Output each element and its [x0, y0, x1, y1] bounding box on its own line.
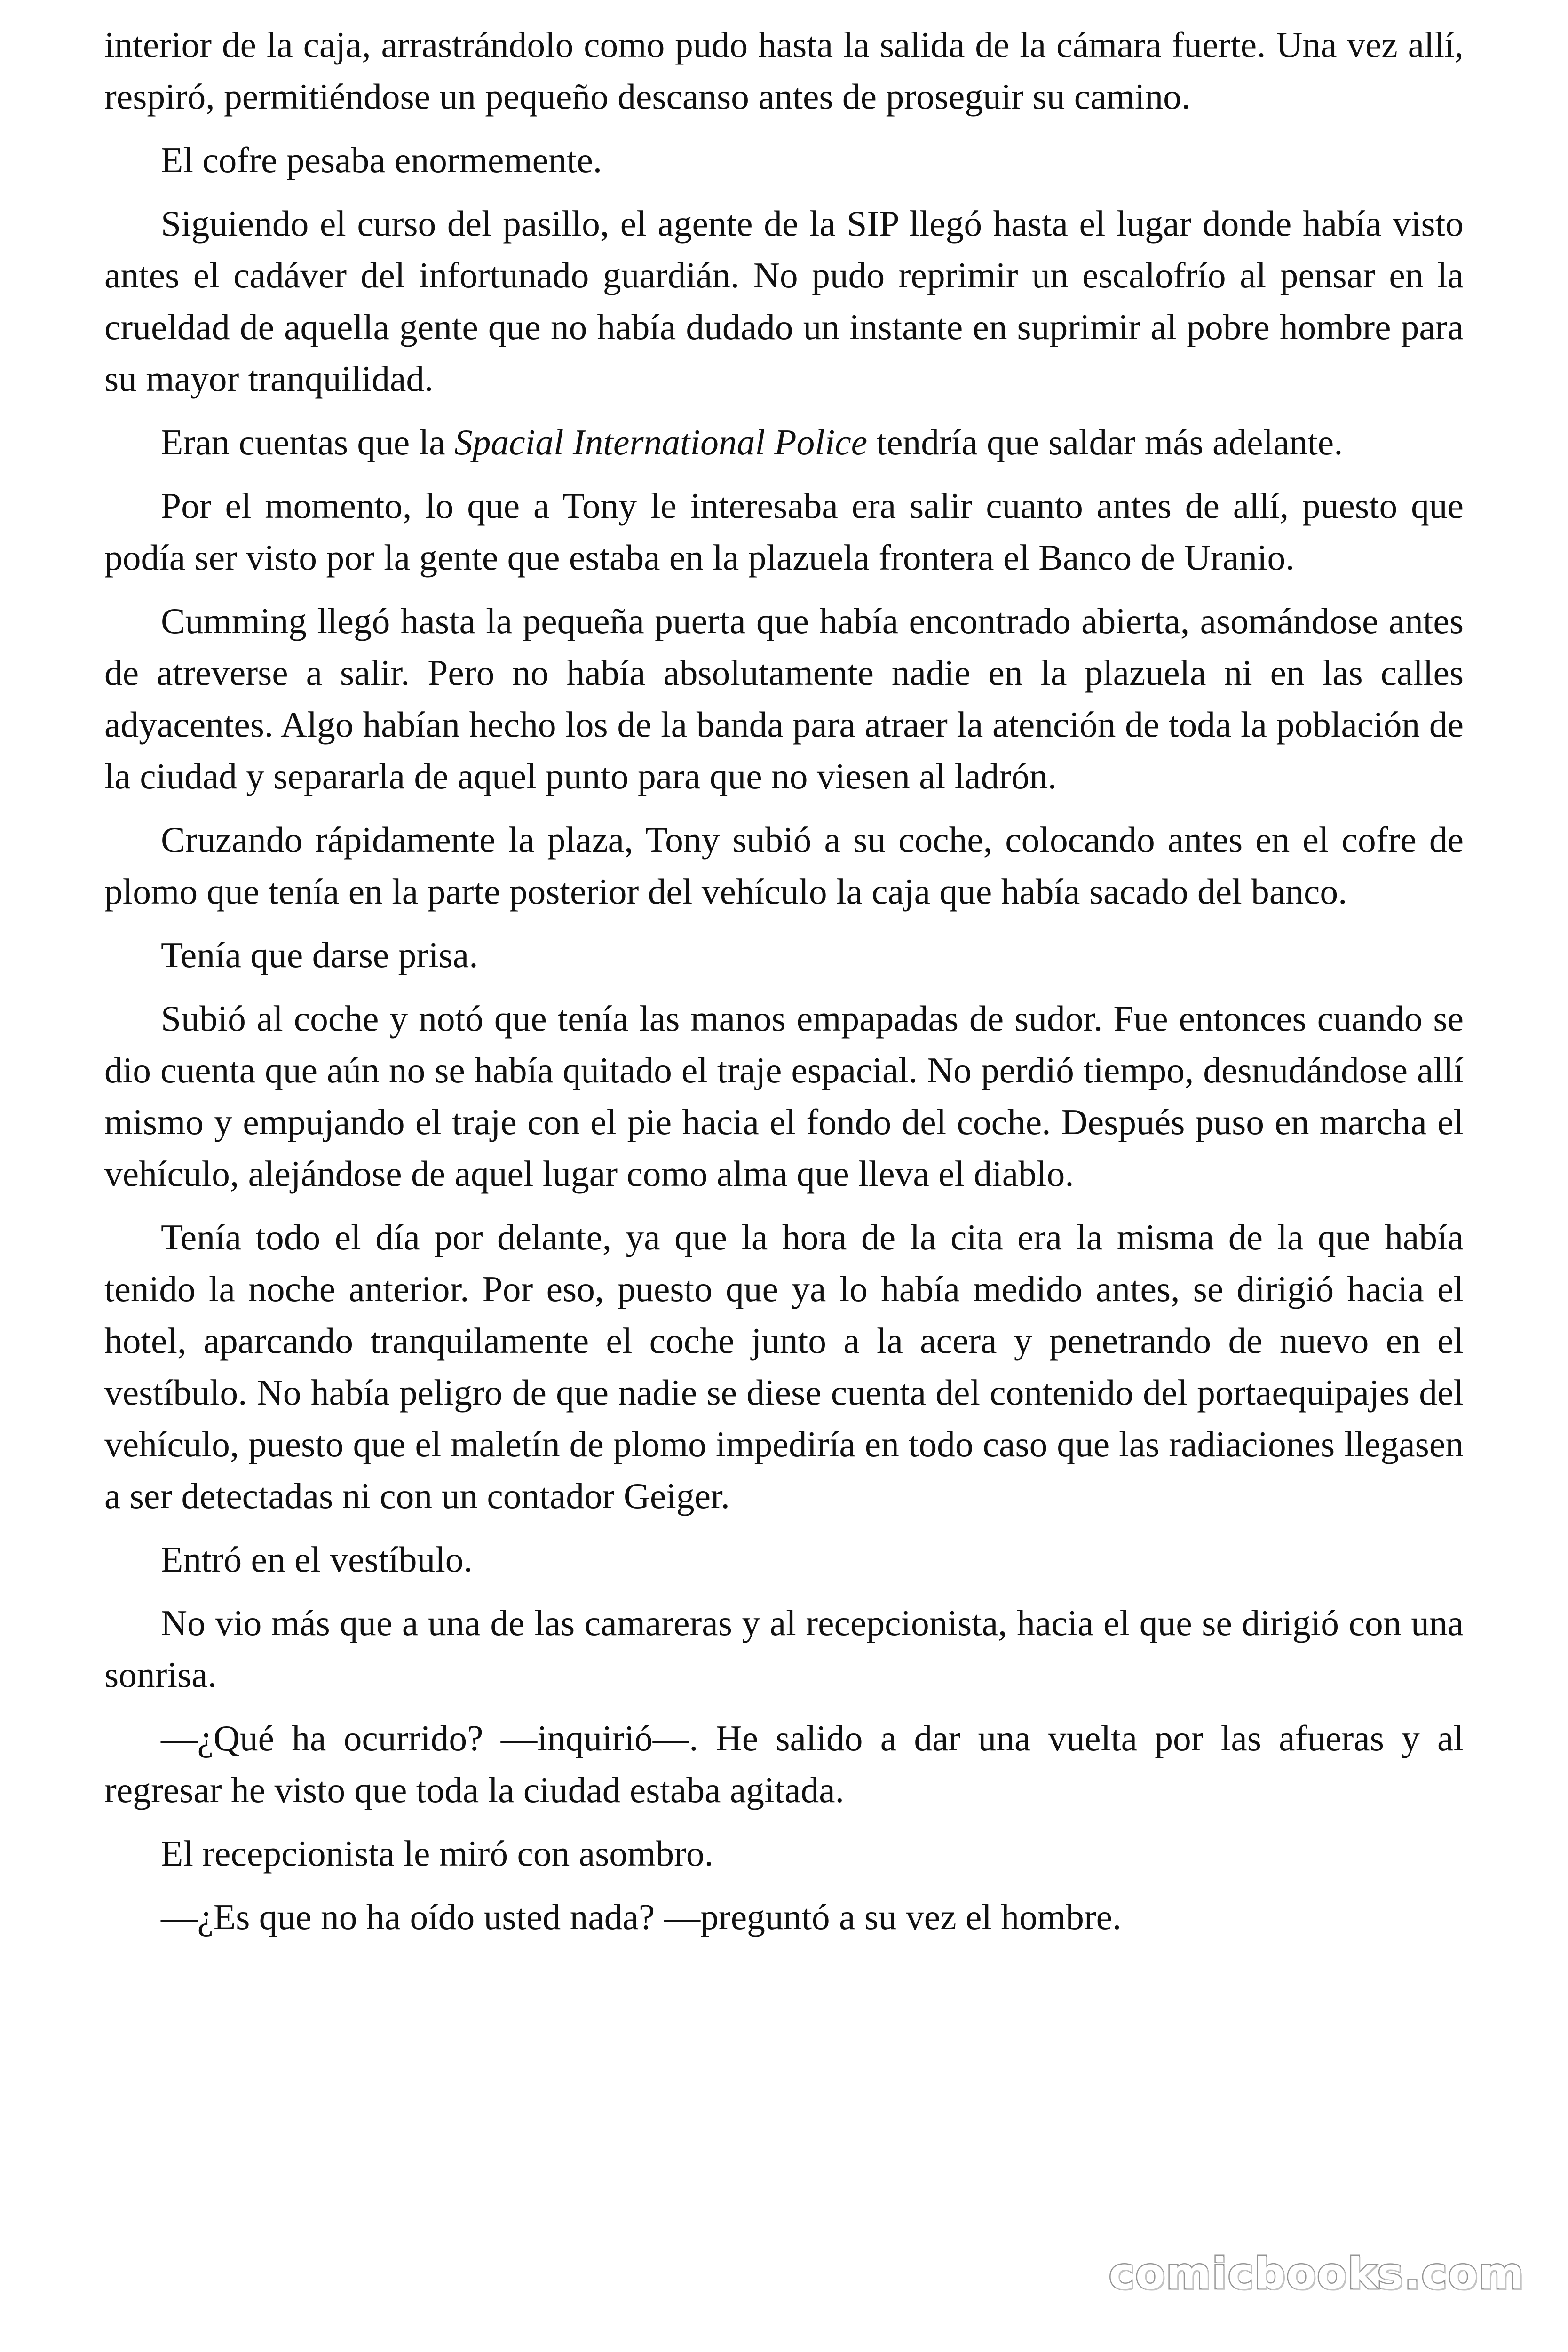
paragraph: —¿Es que no ha oído usted nada? —preguntó a su vez el hombre. — [161, 1897, 1122, 1937]
paragraph: Tenía que darse prisa. — [161, 935, 478, 975]
paragraph: Por el momento, lo que a Tony le interesaba era salir cuanto antes de allí, puesto que podía ser visto por la gente que estaba en la plazuela frontera el Banco de Uranio. — [104, 485, 1464, 578]
italic-organization-name: Spacial International Police — [454, 422, 868, 462]
paragraph: El cofre pesaba enormemente. — [161, 140, 602, 180]
paragraph: interior de la caja, arrastrándolo como pudo hasta la salida de la cámara fuerte. Una vez allí, respiró, permitiéndose un pequeño descanso antes de proseguir su camino. — [104, 24, 1464, 117]
paragraph: Subió al coche y notó que tenía las manos empapadas de sudor. Fue entonces cuando se dio cuenta que aún no se había quitado el traje espacial. No perdió tiempo, desnudándose allí mismo y empujando el traje con el pie hacia el fondo del coche. Después puso en marcha el vehículo, alejándose de aquel lugar como alma que lleva el diablo. — [104, 998, 1464, 1194]
paragraph-text: Eran cuentas que la — [161, 422, 455, 462]
paragraph — [104, 416, 1464, 468]
paragraph: Cruzando rápidamente la plaza, Tony subió a su coche, colocando antes en el cofre de plomo que tenía en la parte posterior del vehículo la caja que había sacado del banco. — [104, 819, 1464, 912]
paragraph: Entró en el vestíbulo. — [161, 1539, 473, 1580]
paragraph: El recepcionista le miró con asombro. — [161, 1833, 714, 1874]
paragraph: No vio más que a una de las camareras y al recepcionista, hacia el que se dirigió con una sonrisa. — [104, 1603, 1464, 1695]
book-page-text — [104, 19, 1464, 1943]
paragraph: Siguiendo el curso del pasillo, el agente de la SIP llegó hasta el lugar donde había visto antes el cadáver del infortunado guardián. No pudo reprimir un escalofrío al pensar en la crueldad de aquella gente que no había dudado un instante en suprimir al pobre hombre para su mayor tranquilidad. — [104, 203, 1464, 399]
paragraph-text: tendría que saldar más adelante. — [867, 422, 1343, 462]
paragraph: —¿Qué ha ocurrido? —inquirió—. He salido a dar una vuelta por las afueras y al regresar he visto que toda la ciudad estaba agitada. — [104, 1718, 1464, 1810]
watermark-logo: comicbooks.com — [1109, 2249, 1525, 2299]
paragraph: Cumming llegó hasta la pequeña puerta que había encontrado abierta, asomándose antes de atreverse a salir. Pero no había absolutamente nadie en la plazuela ni en las calles adyacentes. Algo habían hecho los de la banda para atraer la atención de toda la población de la ciudad y separarla de aquel punto para que no viesen al ladrón. — [104, 601, 1464, 796]
paragraph: Tenía todo el día por delante, ya que la hora de la cita era la misma de la que había tenido la noche anterior. Por eso, puesto que ya lo había medido antes, se dirigió hacia el hotel, aparcando tranquilamente el coche junto a la acera y penetrando de nuevo en el vestíbulo. No había peligro de que nadie se diese cuenta del contenido del portaequipajes del vehículo, puesto que el maletín de plomo impediría en todo caso que las radiaciones llegasen a ser detectadas ni con un contador Geiger. — [104, 1217, 1464, 1516]
